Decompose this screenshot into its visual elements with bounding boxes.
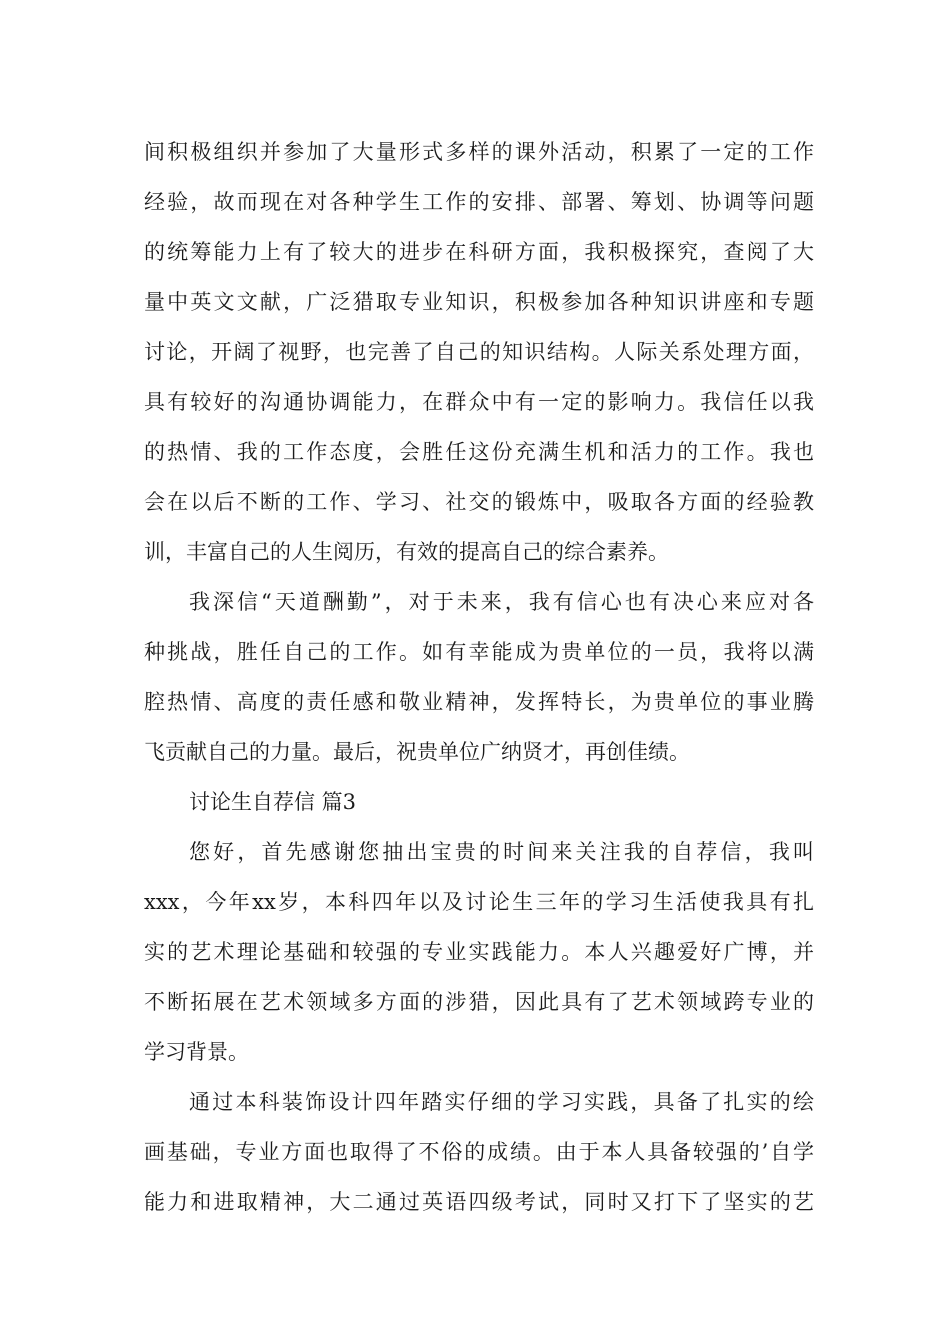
paragraph-4-line-3: 能力和进取精神，大二通过英语四级考试，同时又打下了坚实的艺 (144, 1190, 814, 1214)
paragraph-3-line-3: 实的艺术理论基础和较强的专业实践能力。本人兴趣爱好广博，并 (144, 940, 814, 964)
paragraph-3-line-4: 不断拓展在艺术领域多方面的涉猎，因此具有了艺术领域跨专业的 (144, 990, 814, 1014)
paragraph-1-line-3: 的统筹能力上有了较大的进步在科研方面，我积极探究，查阅了大 (144, 240, 814, 264)
paragraph-2-line-1: 我深信“天道酬勤”，对于未来，我有信心也有决心来应对各 (189, 590, 814, 614)
paragraph-3-line-2: xxx，今年xx岁，本科四年以及讨论生三年的学习生活使我具有扎 (144, 890, 814, 914)
paragraph-1-line-9: 训，丰富自己的人生阅历，有效的提高自己的综合素养。 (144, 540, 669, 564)
paragraph-4-line-2: 画基础，专业方面也取得了不俗的成绩。由于本人具备较强的’自学 (144, 1140, 814, 1164)
paragraph-4-line-1: 通过本科装饰设计四年踏实仔细的学习实践，具备了扎实的绘 (189, 1090, 814, 1114)
paragraph-1-line-2: 经验，故而现在对各种学生工作的安排、部署、筹划、协调等问题 (144, 190, 814, 214)
paragraph-1-line-1: 间积极组织并参加了大量形式多样的课外活动，积累了一定的工作 (144, 140, 814, 164)
paragraph-3-line-5: 学习背景。 (144, 1040, 249, 1064)
paragraph-1-line-8: 会在以后不断的工作、学习、社交的锻炼中，吸取各方面的经验教 (144, 490, 814, 514)
section-heading: 讨论生自荐信 篇3 (189, 790, 357, 814)
paragraph-1-line-6: 具有较好的沟通协调能力，在群众中有一定的影响力。我信任以我 (144, 390, 814, 414)
paragraph-2-line-4: 飞贡献自己的力量。最后，祝贵单位广纳贤才，再创佳绩。 (144, 740, 690, 764)
paragraph-2-line-3: 腔热情、高度的责任感和敬业精神，发挥特长，为贵单位的事业腾 (144, 690, 814, 714)
paragraph-3-line-1: 您好，首先感谢您抽出宝贵的时间来关注我的自荐信，我叫 (189, 840, 814, 864)
paragraph-1-line-4: 量中英文文献，广泛猎取专业知识，积极参加各种知识讲座和专题 (144, 290, 814, 314)
paragraph-1-line-7: 的热情、我的工作态度，会胜任这份充满生机和活力的工作。我也 (144, 440, 814, 464)
paragraph-1-line-5: 讨论，开阔了视野，也完善了自己的知识结构。人际关系处理方面， (144, 340, 814, 364)
paragraph-2-line-2: 种挑战，胜任自己的工作。如有幸能成为贵单位的一员，我将以满 (144, 640, 814, 664)
